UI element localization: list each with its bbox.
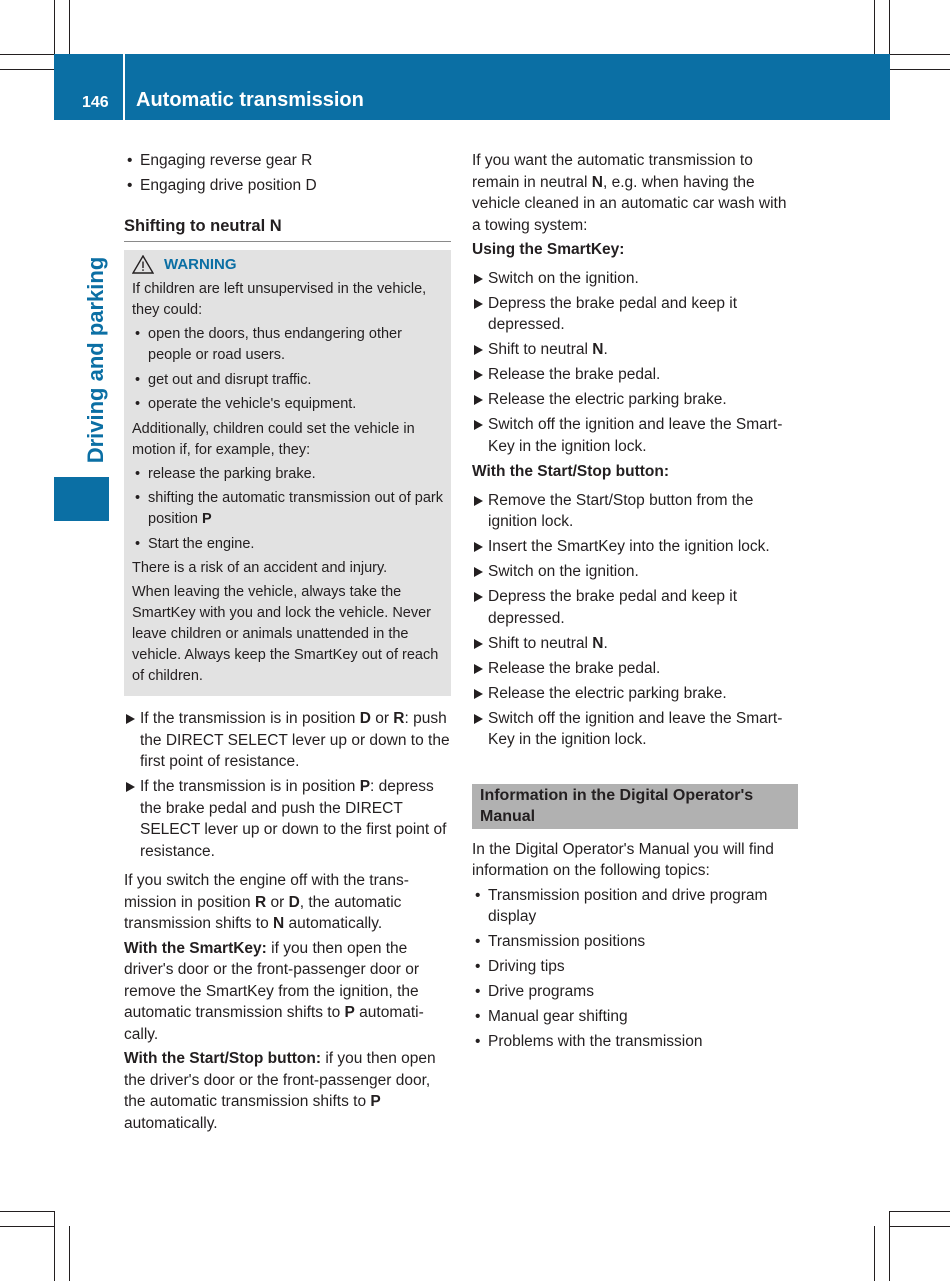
para-text: or bbox=[266, 893, 289, 911]
gear-letter: N bbox=[273, 915, 285, 932]
intro-bullets bbox=[124, 150, 451, 197]
step-item: Shift to neutral N. bbox=[472, 633, 798, 655]
para-text: , e.g. when having the vehicle cleaned in an automatic car wash with a towing system: bbox=[472, 173, 787, 234]
list-item: • Manual gear shifting bbox=[472, 1006, 798, 1028]
list-item: • Start the engine. bbox=[132, 534, 443, 555]
crop-mark bbox=[890, 54, 950, 55]
step-text: : depress the brake pedal and push the DIRECT SELECT lever up or down to the first point of resistance. bbox=[140, 778, 447, 860]
para-lead: With the SmartKey: bbox=[124, 939, 267, 957]
step-item: Release the brake pedal. bbox=[472, 658, 798, 680]
list-item: • release the parking brake. bbox=[132, 464, 443, 485]
warning-paragraph: If children are left unsupervised in the vehicle, they could: bbox=[132, 281, 427, 318]
crop-mark bbox=[69, 0, 70, 54]
crop-mark bbox=[889, 1211, 890, 1281]
crop-mark bbox=[874, 1226, 875, 1281]
gear-letter: D bbox=[359, 710, 371, 727]
gear-letter: R bbox=[393, 710, 405, 727]
info-box-title: Information in the Digital Operator's Manual bbox=[472, 784, 798, 829]
smartkey-steps bbox=[472, 268, 798, 458]
para-text: , the automatic transmission shifts to bbox=[124, 893, 402, 932]
step-item: Release the brake pedal. bbox=[472, 364, 798, 386]
list-item: • operate the vehicle's equipment. bbox=[132, 394, 443, 415]
gear-letter: N bbox=[592, 634, 604, 652]
para-text: automati-cally. bbox=[124, 1004, 424, 1043]
warning-box bbox=[124, 250, 451, 696]
list-item: • get out and disrupt traffic. bbox=[132, 370, 443, 391]
gear-letter: D bbox=[288, 893, 300, 911]
crop-mark bbox=[0, 1226, 54, 1227]
step-item: Depress the brake pedal and keep it depressed. bbox=[472, 293, 798, 336]
crop-mark bbox=[0, 1211, 54, 1212]
step-item bbox=[124, 708, 451, 773]
crop-mark bbox=[54, 1211, 55, 1281]
warning-paragraph: When leaving the vehicle, always take the SmartKey with you and lock the vehicle. Never leave children or animals unattended in the vehicle. Always keep the SmartKey out of reach of children. bbox=[132, 584, 439, 684]
body-paragraph bbox=[124, 938, 451, 1046]
neutral-steps bbox=[124, 708, 451, 862]
startstop-steps bbox=[472, 490, 798, 751]
right-column bbox=[472, 150, 798, 1056]
gear-letter: R bbox=[254, 893, 267, 911]
gear-letter: N bbox=[591, 173, 603, 191]
step-item: Shift to neutral N. bbox=[472, 339, 798, 361]
side-section-text: Driving and parking bbox=[83, 256, 108, 464]
step-item: Switch on the ignition. bbox=[472, 561, 798, 583]
step-text: : push the DIRECT SELECT lever up or down to the first point of resistance. bbox=[140, 710, 450, 770]
body-paragraph bbox=[124, 870, 451, 935]
body-paragraph bbox=[124, 1048, 451, 1134]
subheading: Using the SmartKey: bbox=[472, 241, 625, 258]
gear-letter: N bbox=[592, 341, 604, 358]
warning-triangle-icon bbox=[132, 255, 154, 274]
step-text: If the transmission is in position bbox=[140, 710, 360, 727]
step-item: Insert the SmartKey into the ignition lock. bbox=[472, 536, 798, 558]
list-item: • open the doors, thus endangering other people or road users. bbox=[132, 324, 443, 366]
list-item: • Driving tips bbox=[472, 956, 798, 978]
step-item: Release the electric parking brake. bbox=[472, 683, 798, 705]
warning-title-text: WARNING bbox=[164, 256, 237, 273]
left-column bbox=[124, 150, 451, 1137]
crop-mark bbox=[890, 69, 950, 70]
step-item: Switch on the ignition. bbox=[472, 268, 798, 290]
step-text: Shift to neutral bbox=[488, 341, 593, 358]
crop-mark bbox=[69, 1226, 70, 1281]
gear-letter: P bbox=[370, 1093, 381, 1110]
gear-letter: P bbox=[344, 1004, 355, 1021]
para-text: if you then open the driver's door or the front-passenger door or remove the SmartKey from the ignition, the automatic transmission shifts to bbox=[124, 939, 420, 1021]
list-item: • Transmission positions bbox=[472, 931, 798, 953]
warning-title bbox=[132, 254, 443, 275]
list-item bbox=[132, 488, 443, 530]
page-number: 146 bbox=[82, 94, 109, 111]
para-text: if you then open the driver's door or the front-passenger door, the automatic transmission shifts to bbox=[124, 1050, 436, 1110]
step-item: Depress the brake pedal and keep it depressed. bbox=[472, 586, 798, 629]
side-section-tab bbox=[54, 477, 109, 521]
crop-mark bbox=[890, 1211, 950, 1212]
warning-paragraph: Additionally, children could set the vehicle in motion if, for example, they: bbox=[132, 420, 415, 458]
para-text: automatically. bbox=[124, 1114, 218, 1132]
para-text: If you want the automatic transmission to remain in neutral bbox=[472, 152, 753, 191]
list-item: • Drive programs bbox=[472, 981, 798, 1003]
header-divider bbox=[123, 54, 125, 120]
para-lead: With the Start/Stop button: bbox=[124, 1050, 322, 1067]
list-item: • Transmission position and drive program display bbox=[472, 885, 798, 928]
warning-list bbox=[132, 324, 443, 415]
crop-mark bbox=[0, 54, 54, 55]
warning-paragraph: There is a risk of an accident and injury. bbox=[132, 560, 388, 576]
subheading: With the Start/Stop button: bbox=[472, 463, 670, 480]
list-item: • Engaging reverse gear R bbox=[124, 150, 451, 172]
crop-mark bbox=[890, 1226, 950, 1227]
gear-letter: P bbox=[202, 511, 212, 527]
step-item: Remove the Start/Stop button from the ignition lock. bbox=[472, 490, 798, 533]
crop-mark bbox=[874, 0, 875, 54]
para-text: If you switch the engine off with the trans-mission in position bbox=[124, 872, 409, 911]
body-paragraph bbox=[472, 150, 798, 236]
warning-list bbox=[132, 464, 443, 555]
page-header bbox=[54, 54, 890, 120]
section-title: Shifting to neutral N bbox=[124, 216, 451, 243]
chapter-title: Automatic transmission bbox=[136, 89, 364, 111]
list-item: • Problems with the transmission bbox=[472, 1031, 798, 1053]
para-text: automatically. bbox=[284, 915, 383, 932]
crop-mark bbox=[889, 0, 890, 54]
topics-list bbox=[472, 885, 798, 1053]
step-text: Shift to neutral bbox=[488, 634, 593, 652]
step-item bbox=[124, 776, 451, 862]
gear-letter: P bbox=[359, 778, 371, 795]
body-paragraph: In the Digital Operator's Manual you will find information on the following topics: bbox=[472, 840, 774, 879]
list-item-text: shifting the automatic transmission out of park position bbox=[148, 490, 443, 527]
step-text: If the transmission is in position bbox=[140, 778, 360, 795]
crop-mark bbox=[54, 0, 55, 54]
step-item: Switch off the ignition and leave the Smart-Key in the ignition lock. bbox=[472, 708, 798, 751]
step-item: Release the electric parking brake. bbox=[472, 389, 798, 411]
step-item: Switch off the ignition and leave the Smart-Key in the ignition lock. bbox=[472, 414, 798, 457]
crop-mark bbox=[0, 69, 54, 70]
step-text: or bbox=[370, 710, 394, 727]
list-item: • Engaging drive position D bbox=[124, 175, 451, 197]
